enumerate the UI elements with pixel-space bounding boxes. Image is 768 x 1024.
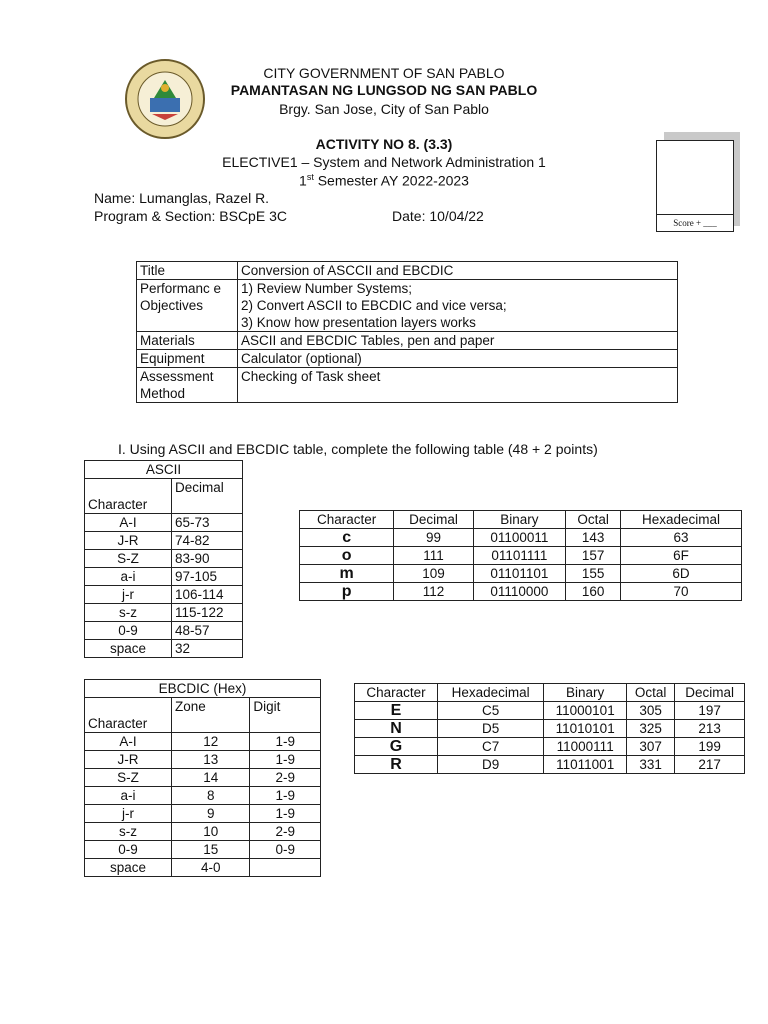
ascii-answer-row (300, 583, 742, 601)
ebcdic-ref-digit: 1-9 (250, 733, 321, 751)
info-value-line: 2) Convert ASCII to EBCDIC and vice versa; (241, 298, 507, 313)
info-value-line: 3) Know how presentation layers works (241, 315, 476, 330)
student-name: Name: Lumanglas, Razel R. (94, 190, 270, 206)
ascii-answer-header: Hexadecimal (620, 511, 741, 529)
ascii-ref-decimal: 74-82 (172, 532, 243, 550)
ascii-ref-decimal: 115-122 (172, 604, 243, 622)
ascii-ref-char: space (85, 640, 172, 658)
ascii-ref-row (85, 568, 243, 586)
semester-line: 1st Semester AY 2022-2023 (299, 172, 469, 189)
ebcdic-answer-header: Character (355, 684, 438, 702)
ebcdic-answer-cell: 325 (627, 720, 675, 738)
info-row (137, 350, 678, 368)
ascii-answer-cell: 111 (394, 547, 473, 565)
ebcdic-col-zone: Zone (172, 698, 250, 733)
ebcdic-conversion-table (354, 683, 745, 774)
ascii-ref-char: s-z (85, 604, 172, 622)
ascii-ref-row (85, 604, 243, 622)
info-value (238, 368, 678, 403)
ebcdic-answer-cell: 331 (627, 756, 675, 774)
ascii-title-row (85, 461, 243, 479)
ebcdic-answer-row (355, 738, 745, 756)
ebcdic-ref-zone: 14 (172, 769, 250, 787)
info-value-line: Checking of Task sheet (241, 369, 381, 384)
ascii-ref-row (85, 514, 243, 532)
date-line: Date: 10/04/22 (392, 208, 484, 224)
ebcdic-col-character: Character (85, 698, 172, 733)
ebcdic-answer-cell: 11010101 (544, 720, 627, 738)
ebcdic-ref-row (85, 859, 321, 877)
ebcdic-answer-cell: 305 (627, 702, 675, 720)
ascii-ref-char: J-R (85, 532, 172, 550)
info-row (137, 262, 678, 280)
ascii-answer-cell: 01110000 (473, 583, 566, 601)
ebcdic-answer-cell: R (355, 756, 438, 774)
ascii-answer-cell: 63 (620, 529, 741, 547)
ascii-answer-row (300, 547, 742, 565)
ascii-answer-cell: 99 (394, 529, 473, 547)
ebcdic-answer-cell: 11000101 (544, 702, 627, 720)
activity-title: ACTIVITY NO 8. (3.3) (315, 136, 453, 152)
info-label: Equipment (137, 350, 238, 368)
ebcdic-ref-digit (250, 859, 321, 877)
ebcdic-ref-zone: 12 (172, 733, 250, 751)
info-value (238, 332, 678, 350)
info-row (137, 332, 678, 350)
ascii-answer-row (300, 529, 742, 547)
ebcdic-title-row (85, 680, 321, 698)
ascii-answer-cell: m (300, 565, 394, 583)
info-label: Assessment Method (137, 368, 238, 403)
ascii-ref-decimal: 32 (172, 640, 243, 658)
ebcdic-header-row (85, 698, 321, 733)
ascii-ref-decimal: 97-105 (172, 568, 243, 586)
ebcdic-ref-digit: 2-9 (250, 823, 321, 841)
ascii-ref-row (85, 640, 243, 658)
ascii-ref-char: a-i (85, 568, 172, 586)
ascii-answer-cell: 6F (620, 547, 741, 565)
ebcdic-ref-zone: 10 (172, 823, 250, 841)
ascii-ref-decimal: 83-90 (172, 550, 243, 568)
ebcdic-answer-header-row (355, 684, 745, 702)
ascii-answer-header: Character (300, 511, 394, 529)
ascii-answer-cell: 112 (394, 583, 473, 601)
ebcdic-answer-cell: D9 (437, 756, 543, 774)
ebcdic-ref-row (85, 751, 321, 769)
ascii-answer-header-row (300, 511, 742, 529)
ebcdic-answer-cell: 11000111 (544, 738, 627, 756)
ascii-ref-char: 0-9 (85, 622, 172, 640)
ebcdic-ref-char: S-Z (85, 769, 172, 787)
ebcdic-ref-row (85, 787, 321, 805)
ebcdic-ref-char: s-z (85, 823, 172, 841)
ebcdic-answer-row (355, 702, 745, 720)
city-government-line: CITY GOVERNMENT OF SAN PABLO (263, 65, 505, 81)
ebcdic-ref-zone: 8 (172, 787, 250, 805)
ebcdic-ref-char: j-r (85, 805, 172, 823)
ebcdic-answer-header: Decimal (675, 684, 745, 702)
ebcdic-answer-cell: N (355, 720, 438, 738)
ascii-answer-row (300, 565, 742, 583)
ebcdic-answer-cell: 199 (675, 738, 745, 756)
ascii-header-row (85, 479, 243, 514)
info-value (238, 262, 678, 280)
info-value (238, 280, 678, 332)
university-name: PAMANTASAN NG LUNGSOD NG SAN PABLO (230, 82, 538, 98)
course-title: ELECTIVE1 – System and Network Administration 1 (222, 154, 546, 170)
ebcdic-answer-cell: 213 (675, 720, 745, 738)
ebcdic-ref-zone: 13 (172, 751, 250, 769)
ebcdic-ref-digit: 1-9 (250, 751, 321, 769)
info-value-line: 1) Review Number Systems; (241, 281, 413, 296)
ascii-answer-header: Octal (566, 511, 621, 529)
info-value-line: ASCII and EBCDIC Tables, pen and paper (241, 333, 495, 348)
ascii-ref-char: S-Z (85, 550, 172, 568)
ascii-ref-decimal: 48-57 (172, 622, 243, 640)
ascii-answer-cell: 109 (394, 565, 473, 583)
ebcdic-ref-char: 0-9 (85, 841, 172, 859)
ascii-ref-char: j-r (85, 586, 172, 604)
ebcdic-ref-row (85, 841, 321, 859)
ebcdic-ref-char: A-I (85, 733, 172, 751)
ascii-answer-header: Decimal (394, 511, 473, 529)
ebcdic-ref-row (85, 733, 321, 751)
ebcdic-answer-cell: D5 (437, 720, 543, 738)
ebcdic-ref-zone: 15 (172, 841, 250, 859)
score-label: Score + ___ (657, 214, 733, 231)
ebcdic-ref-digit: 1-9 (250, 787, 321, 805)
ebcdic-title: EBCDIC (Hex) (85, 680, 321, 698)
ascii-ref-row (85, 532, 243, 550)
ascii-ref-decimal: 65-73 (172, 514, 243, 532)
ascii-answer-cell: 157 (566, 547, 621, 565)
ebcdic-answer-row (355, 720, 745, 738)
ascii-ref-row (85, 550, 243, 568)
ascii-answer-cell: 01100011 (473, 529, 566, 547)
info-label: Performanc e Objectives (137, 280, 238, 332)
activity-info-table (136, 261, 678, 403)
ascii-answer-header: Binary (473, 511, 566, 529)
ebcdic-ref-char: space (85, 859, 172, 877)
ascii-answer-cell: o (300, 547, 394, 565)
ebcdic-ref-row (85, 805, 321, 823)
ebcdic-ref-digit: 1-9 (250, 805, 321, 823)
ascii-answer-cell: 01101101 (473, 565, 566, 583)
ebcdic-answer-header: Hexadecimal (437, 684, 543, 702)
ebcdic-answer-cell: G (355, 738, 438, 756)
ascii-conversion-table (299, 510, 742, 601)
ascii-answer-cell: 155 (566, 565, 621, 583)
ebcdic-answer-cell: C7 (437, 738, 543, 756)
info-label: Title (137, 262, 238, 280)
ebcdic-ref-digit: 2-9 (250, 769, 321, 787)
university-address: Brgy. San Jose, City of San Pablo (279, 101, 489, 117)
ebcdic-ref-digit: 0-9 (250, 841, 321, 859)
ebcdic-answer-cell: C5 (437, 702, 543, 720)
ascii-col-decimal: Decimal (172, 479, 243, 514)
ebcdic-ref-row (85, 769, 321, 787)
ascii-answer-cell: 143 (566, 529, 621, 547)
instruction-text: I. Using ASCII and EBCDIC table, complete the following table (48 + 2 points) (118, 441, 598, 457)
ebcdic-answer-cell: E (355, 702, 438, 720)
info-value-line: Calculator (optional) (241, 351, 362, 366)
ascii-ref-decimal: 106-114 (172, 586, 243, 604)
info-label: Materials (137, 332, 238, 350)
info-row (137, 368, 678, 403)
ebcdic-answer-cell: 217 (675, 756, 745, 774)
ebcdic-ref-char: J-R (85, 751, 172, 769)
info-row (137, 280, 678, 332)
info-value-line: Conversion of ASCCII and EBCDIC (241, 263, 454, 278)
ebcdic-col-digit: Digit (250, 698, 321, 733)
info-value (238, 350, 678, 368)
ebcdic-answer-header: Binary (544, 684, 627, 702)
ebcdic-answer-cell: 11011001 (544, 756, 627, 774)
ascii-col-character: Character (85, 479, 172, 514)
ebcdic-answer-cell: 307 (627, 738, 675, 756)
ascii-answer-cell: c (300, 529, 394, 547)
ebcdic-ref-char: a-i (85, 787, 172, 805)
ascii-answer-cell: 01101111 (473, 547, 566, 565)
ascii-ref-row (85, 586, 243, 604)
program-section: Program & Section: BSCpE 3C (94, 208, 287, 224)
ebcdic-reference-table (84, 679, 321, 877)
ascii-answer-cell: 70 (620, 583, 741, 601)
score-box (656, 140, 734, 232)
ascii-answer-cell: 6D (620, 565, 741, 583)
ebcdic-answer-row (355, 756, 745, 774)
ascii-reference-table (84, 460, 243, 658)
ascii-title: ASCII (85, 461, 243, 479)
ebcdic-answer-cell: 197 (675, 702, 745, 720)
ebcdic-answer-header: Octal (627, 684, 675, 702)
ebcdic-ref-row (85, 823, 321, 841)
ascii-ref-char: A-I (85, 514, 172, 532)
ebcdic-ref-zone: 4-0 (172, 859, 250, 877)
ascii-answer-cell: p (300, 583, 394, 601)
ascii-ref-row (85, 622, 243, 640)
ascii-answer-cell: 160 (566, 583, 621, 601)
ebcdic-ref-zone: 9 (172, 805, 250, 823)
